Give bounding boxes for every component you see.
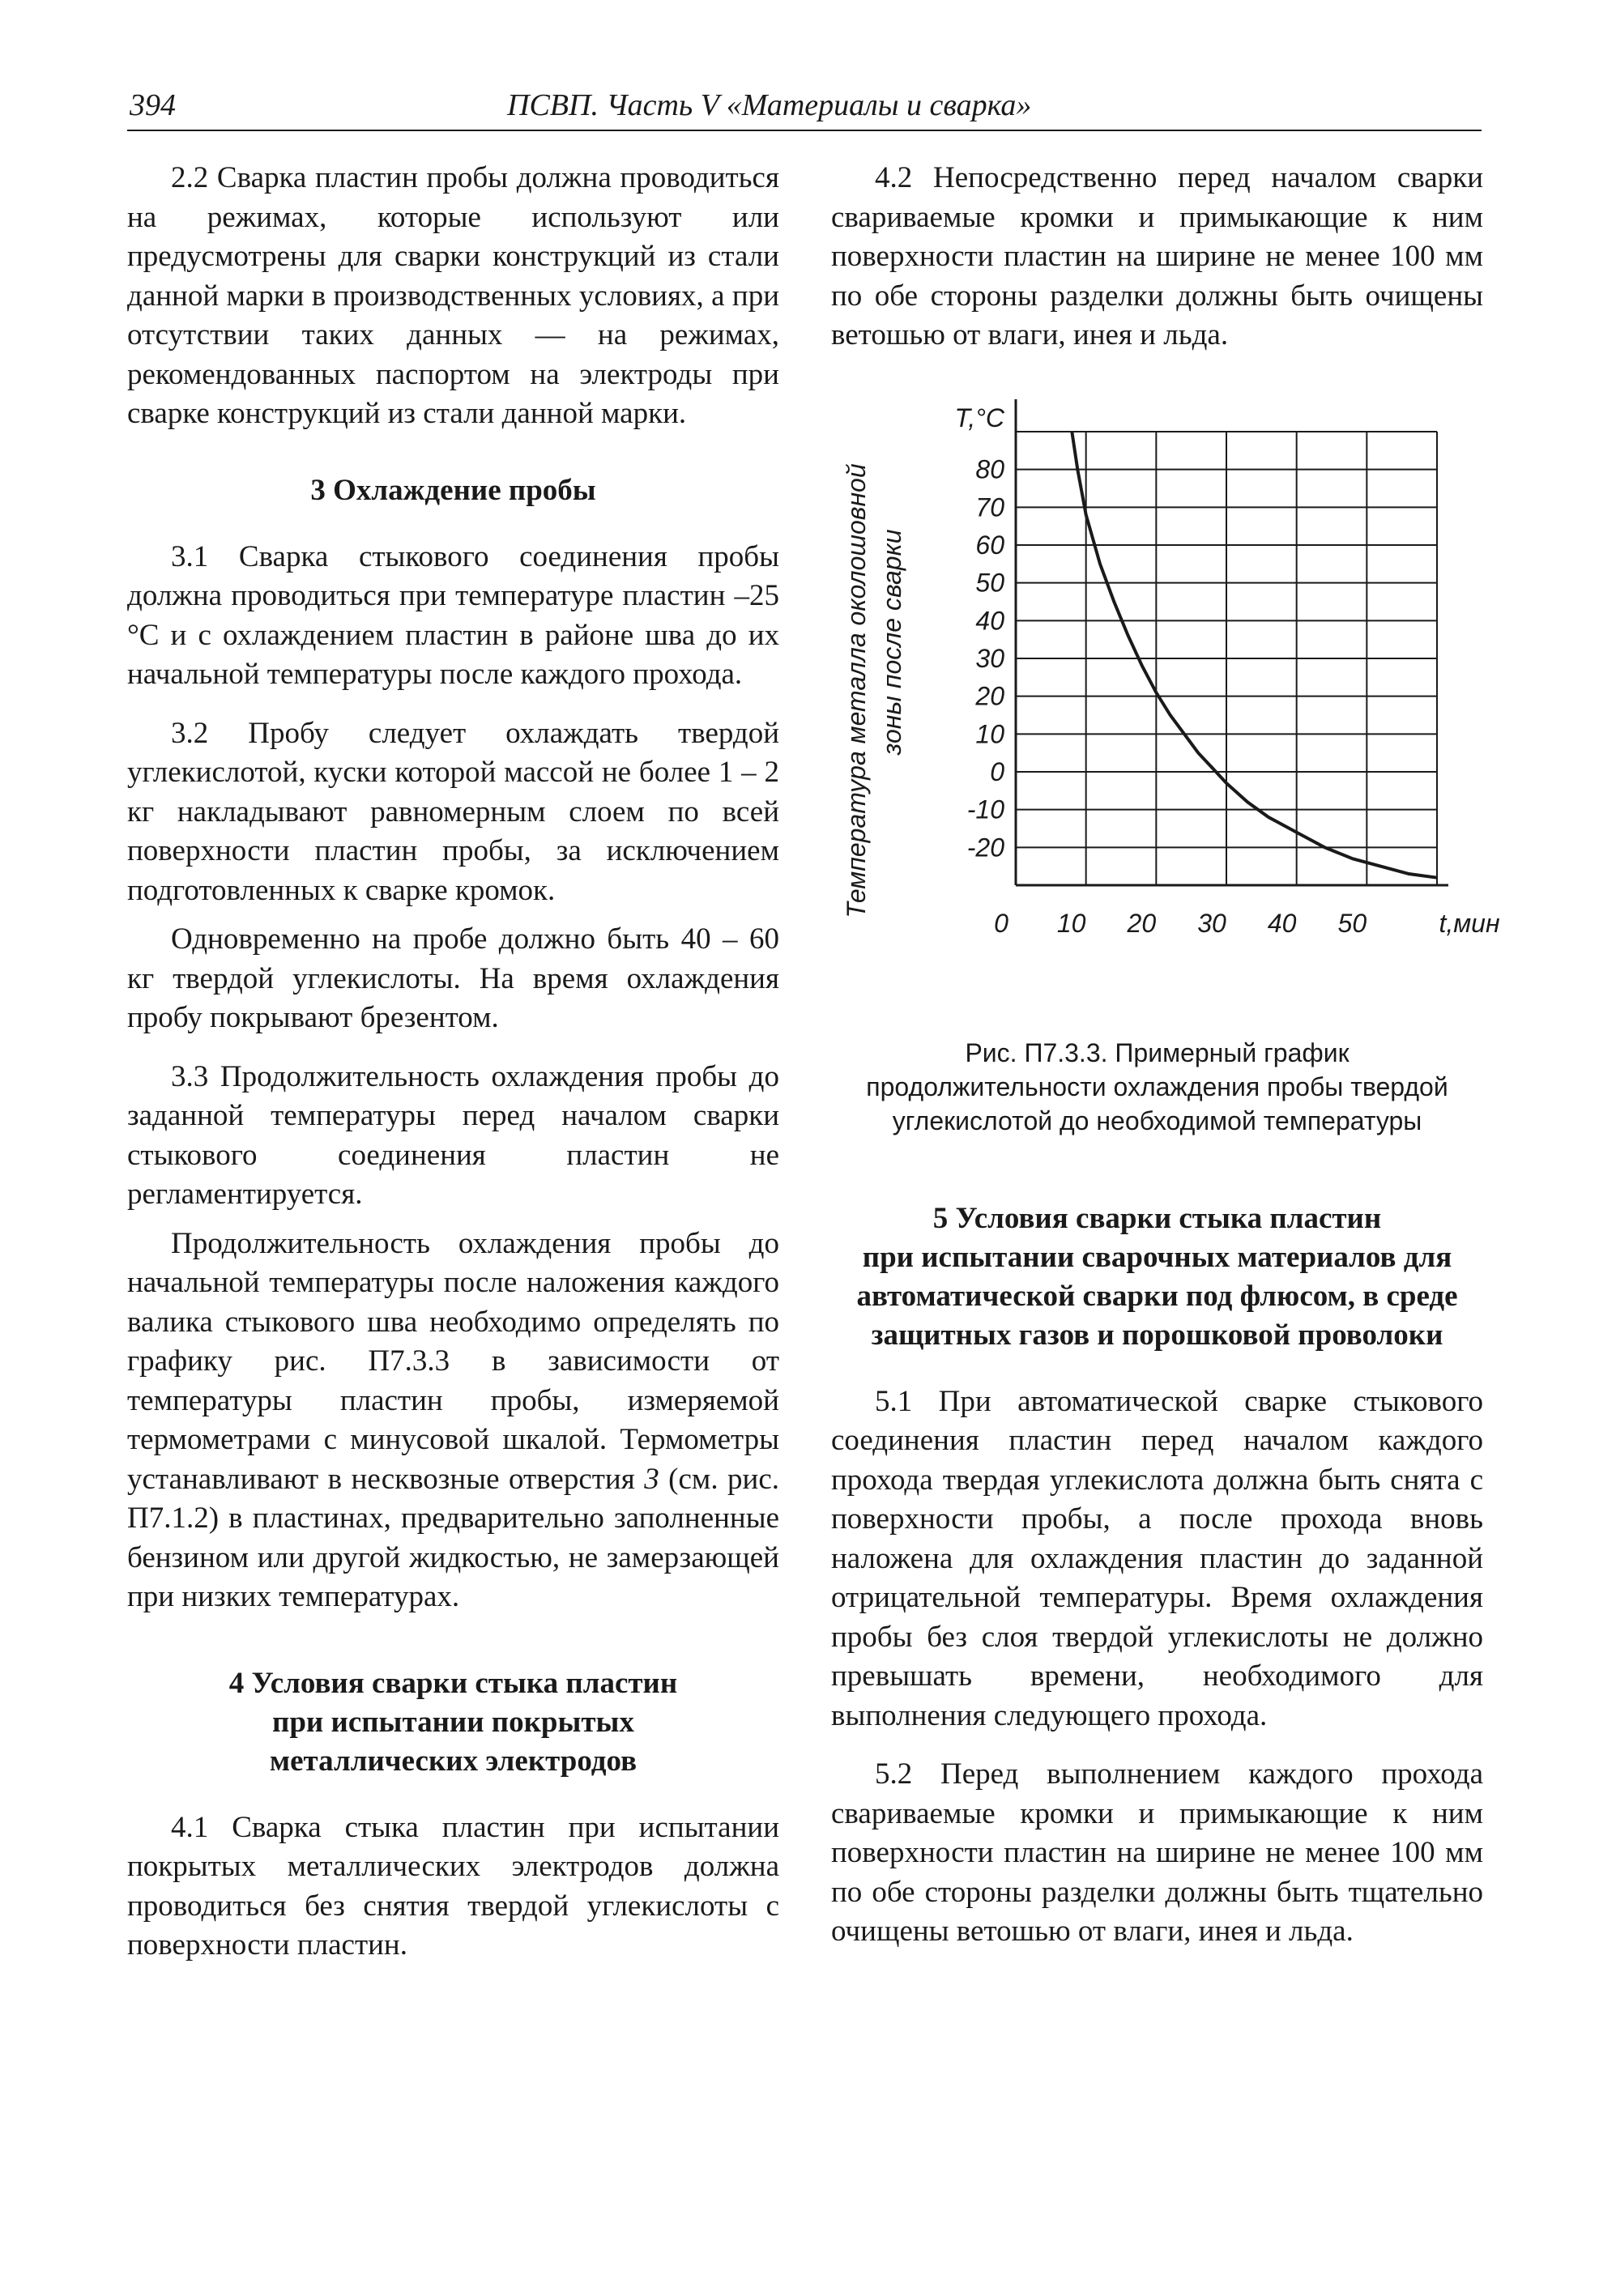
page-number: 394: [130, 88, 176, 122]
heading-section-3: 3 Охлаждение пробы: [310, 473, 596, 507]
x-tick-label: 30: [1197, 908, 1226, 938]
figure-caption: Рис. П7.3.3. Примерный график продолжительности охлаждения пробы твердой углекислотой до необходимой температуры: [866, 1037, 1448, 1135]
x-tick-label: 50: [1337, 908, 1367, 938]
paragraph-4-1: 4.1 Сварка стыка пластин при испытании покрытых металлических электродов должна проводиться без снятия твердой углекислоты с поверхности пластин.: [127, 1810, 780, 1962]
heading-section-5: 5 Условия сварки стыка пластин при испытании сварочных материалов для автоматической сварки под флюсом, в среде защитных газов и порошковой проволоки: [856, 1201, 1458, 1352]
y-tick-label: 60: [975, 530, 1004, 560]
y-axis-title-line1: Температура металла околошовной: [842, 462, 871, 918]
header-rule: [127, 130, 1482, 131]
heading-section-4: 4 Условия сварки стыка пластин при испытании покрытых металлических электродов: [228, 1666, 678, 1778]
y-tick-label: 20: [975, 681, 1004, 711]
paragraph-3-1: 3.1 Сварка стыкового соединения пробы должна проводиться при температуре пластин –25 °С и с охлаждением пластин в районе шва до их начальной температуры после каждого прохода.: [127, 539, 779, 691]
x-tick-label: 10: [1056, 908, 1086, 938]
x-tick-label: 0: [994, 908, 1008, 938]
paragraph-5-1: 5.1 При автоматической сварке стыкового соединения пластин перед началом каждого прохода твердая углекислота должна быть снята с поверхности пробы, а после прохода вновь наложена для охлаждения пластин до заданной отрицательной температуры. Время охлаждения пробы без слоя твердой углекислоты не должно превышать времени, необходимого для выполнения следующего прохода.: [831, 1384, 1484, 1732]
right-column: [831, 159, 1500, 1952]
cooling-chart-figure: [831, 375, 1500, 1023]
x-unit-label: t,мин: [1439, 908, 1500, 938]
left-column: [127, 159, 779, 1966]
paragraph-5-2: 5.2 Перед выполнением каждого прохода свариваемые кромки и примыкающие к ним поверхности пластин на ширине не менее 100 мм по обе стороны разделки должны быть тщательно очищены ветошью от влаги, инея и льда.: [831, 1757, 1483, 1948]
paragraph-4-2: 4.2 Непосредственно перед началом сварки свариваемые кромки и примыкающие к ним поверхности пластин на ширине не менее 100 мм по обе стороны разделки должны быть очищены ветошью от влаги, инея и льда.: [831, 161, 1484, 351]
cooling-curve: [1072, 432, 1437, 878]
paragraph-3-3: 3.3 Продолжительность охлаждения пробы до заданной температуры перед началом сварки стыкового соединения пластин не регламентируется.: [127, 1059, 779, 1211]
y-tick-label: 10: [975, 718, 1004, 748]
y-unit-label: Т,°С: [954, 403, 1004, 432]
y-tick-label: -10: [966, 794, 1004, 824]
y-tick-label: 80: [975, 454, 1004, 484]
paragraph-3-2: 3.2 Пробу следует охлаждать твердой углекислотой, куски которой массой не более 1 – 2 кг накладывают равномерным слоем по всей поверхности пластин пробы, за исключением подготовленных к сварке кромок.: [127, 716, 780, 907]
x-tick-label: 40: [1267, 908, 1297, 938]
paragraph-3-3-continued: Продолжительность охлаждения пробы до начальной температуры после наложения каждого валика стыкового шва необходимо определять по графику рис. П7.3.3 в зависимости от температуры пластин пробы, измеряемой термометрами с минусовой шкалой. Термометры устанавливают в несквозные отверстия 3 (см. рис. П7.1.2) в пластинах, предварительно заполненные бензином или другой жидкостью, не замерзающей при низких температурах.: [127, 1226, 780, 1613]
y-axis-title-line2: зоны после сварки: [877, 529, 906, 755]
y-tick-label: 40: [975, 605, 1004, 635]
y-tick-label: 30: [975, 643, 1004, 673]
cooling-chart: [831, 375, 1500, 1023]
running-title: ПСВП. Часть V «Материалы и сварка»: [507, 88, 1032, 122]
y-tick-label: 70: [975, 492, 1004, 522]
paragraph-2-2: 2.2 Сварка пластин пробы должна проводиться на режимах, которые используют или предусмотрены для сварки конструкций из стали данной марки в производственных условиях, а при отсутствии таких данных — на режимах, рекомендованных паспортом на электроды при сварке конструкций из стали данной марки.: [127, 161, 779, 430]
y-tick-label: 0: [990, 756, 1004, 786]
x-tick-label: 20: [1127, 908, 1157, 938]
y-tick-label: 50: [975, 568, 1004, 598]
paragraph-3-2-continued: Одновременно на пробе должно быть 40 – 60 кг твердой углекислоты. На время охлаждения пробу покрывают брезентом.: [127, 922, 779, 1034]
y-tick-label: -20: [966, 832, 1004, 862]
